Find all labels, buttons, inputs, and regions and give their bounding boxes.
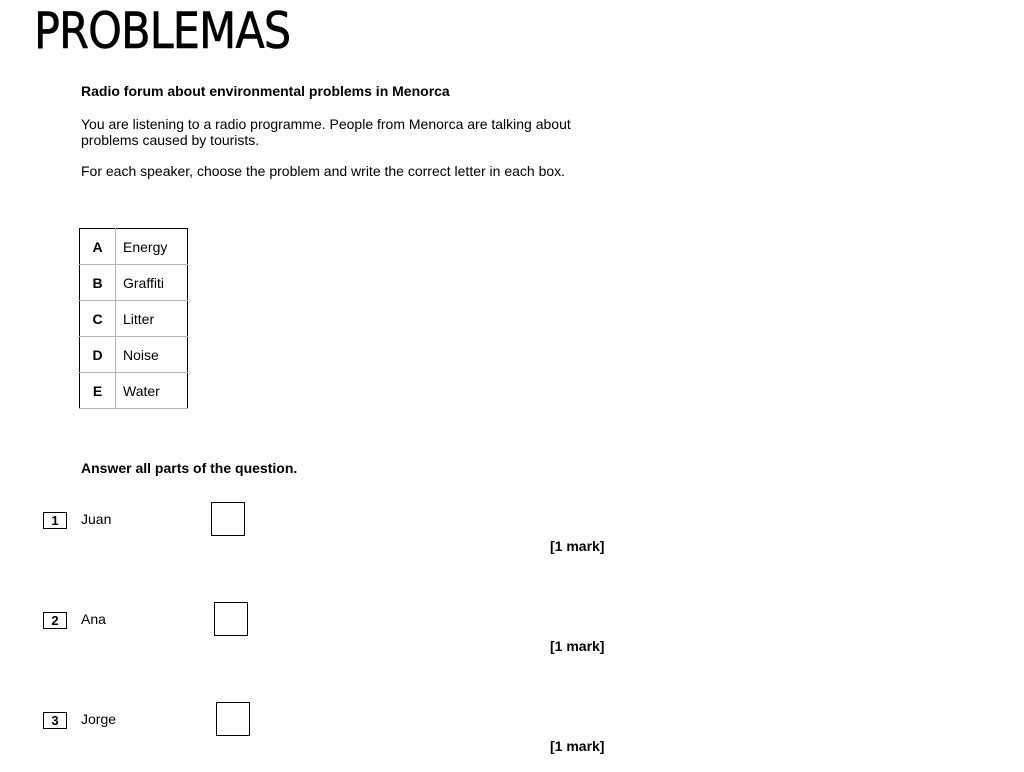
answer-box[interactable] (211, 502, 245, 536)
option-word: Energy (116, 229, 188, 265)
option-row (80, 301, 188, 337)
speaker-name: Ana (81, 611, 106, 627)
mark-label: [1 mark] (550, 538, 605, 554)
mark-label: [1 mark] (550, 638, 605, 654)
intro-text: You are listening to a radio programme. People from Menorca are talking about problems caused by tourists. (81, 116, 571, 148)
speaker-name: Juan (81, 511, 112, 527)
option-word: Noise (116, 337, 188, 373)
answer-all-instruction: Answer all parts of the question. (81, 460, 298, 476)
question-number: 2 (43, 612, 67, 629)
question-item (0, 512, 1024, 572)
options-table (79, 228, 188, 409)
option-letter: E (80, 373, 116, 409)
answer-box[interactable] (214, 602, 248, 636)
option-row (80, 229, 188, 265)
option-letter: C (80, 301, 116, 337)
speaker-name: Jorge (81, 711, 117, 727)
option-letter: D (80, 337, 116, 373)
option-word: Litter (116, 301, 188, 337)
option-word: Water (116, 373, 188, 409)
question-item (0, 712, 1024, 772)
option-letter: A (80, 229, 116, 265)
option-word: Graffiti (116, 265, 188, 301)
instruction-text: For each speaker, choose the problem and write the correct letter in each box. (81, 163, 566, 179)
question-number: 3 (43, 712, 67, 729)
option-letter: B (80, 265, 116, 301)
answer-box[interactable] (216, 702, 250, 736)
option-row (80, 373, 188, 409)
question-number: 1 (43, 512, 67, 529)
mark-label: [1 mark] (550, 738, 605, 754)
option-row (80, 337, 188, 373)
option-row (80, 265, 188, 301)
page-title: PROBLEMAS (34, 2, 291, 60)
question-item (0, 612, 1024, 672)
exercise-heading: Radio forum about environmental problems in Menorca (81, 83, 450, 99)
